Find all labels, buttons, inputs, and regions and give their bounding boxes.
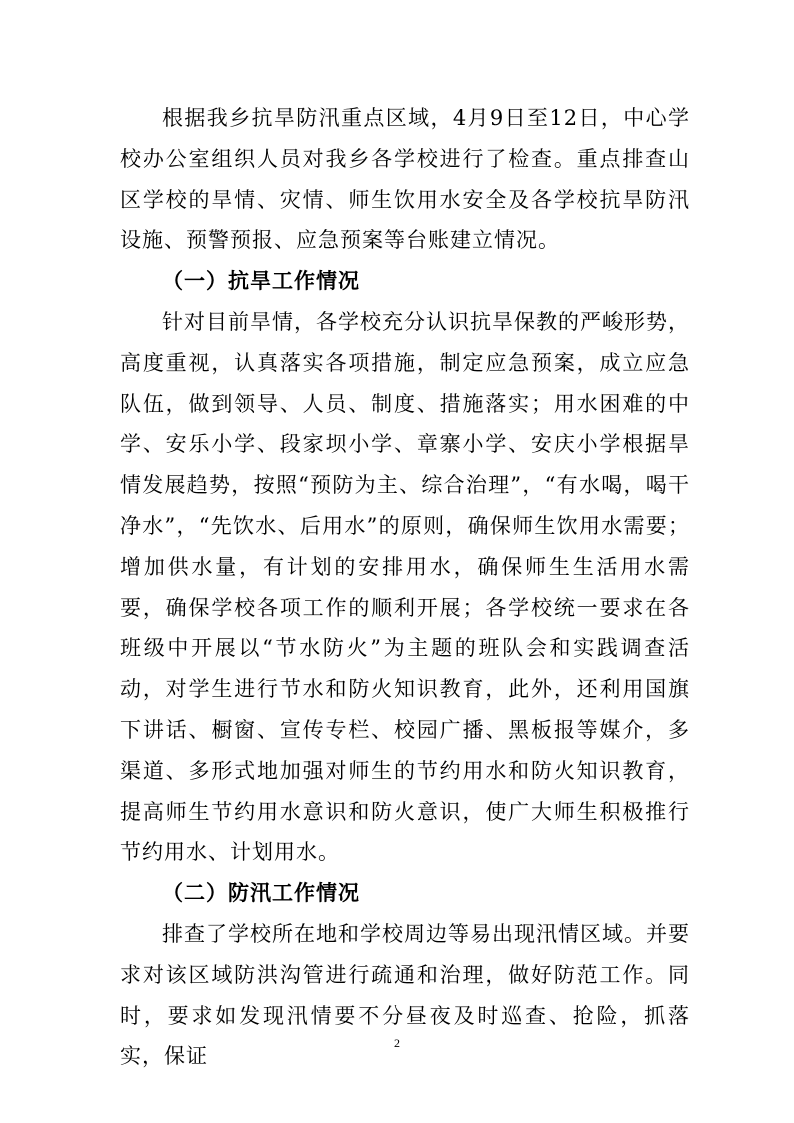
section-heading-flood: （二）防汛工作情况	[162, 881, 360, 906]
paragraph-drought-work: 针对目前旱情，各学校充分认识抗旱保教的严峻形势，高度重视，认真落实各项措施，制定应急预案，成立应急队伍，做到领导、人员、制度、措施落实；用水困难的中学、安乐小学、段家坝小学、章寨小学、安庆小学根据旱情发展趋势，按照“预防为主、综合治理”，“有水喝，喝干净水”，“先饮水、后用水”的原则，确保师生饮用水需要；增加供水量，有计划的安排用水，确保师生生活用水需要，确保学校各项工作的顺利开展；各学校统一要求在各班级中开展以“节水防火”为主题的班队会和实践调查活动，对学生进行节水和防火知识教育，此外，还利用国旗下讲话、橱窗、宣传专栏、校园广播、黑板报等媒介，多渠道、多形式地加强对师生的节约用水和防火知识教育，提高师生节约用水意识和防火意识，使广大师生积极推行节约用水、计划用水。	[120, 309, 690, 865]
page-number: 2	[394, 1036, 400, 1050]
document-body	[120, 98, 690, 1077]
paragraph-inspection-summary: 根据我乡抗旱防汛重点区域，4月9日至12日，中心学校办公室组织人员对我乡各学校进行了检查。重点排查山区学校的旱情、灾情、师生饮用水安全及各学校抗旱防汛设施、预警预报、应急预案等台账建立情况。	[120, 106, 690, 253]
paragraph-flood-work: 排查了学校所在地和学校周边等易出现汛情区域。并要求对该区域防洪沟管进行疏通和治理，做好防范工作。同时，要求如发现汛情要不分昼夜及时巡查、抢险，抓落实，保证	[120, 921, 690, 1069]
section-heading-drought: （一）抗旱工作情况	[162, 269, 360, 294]
